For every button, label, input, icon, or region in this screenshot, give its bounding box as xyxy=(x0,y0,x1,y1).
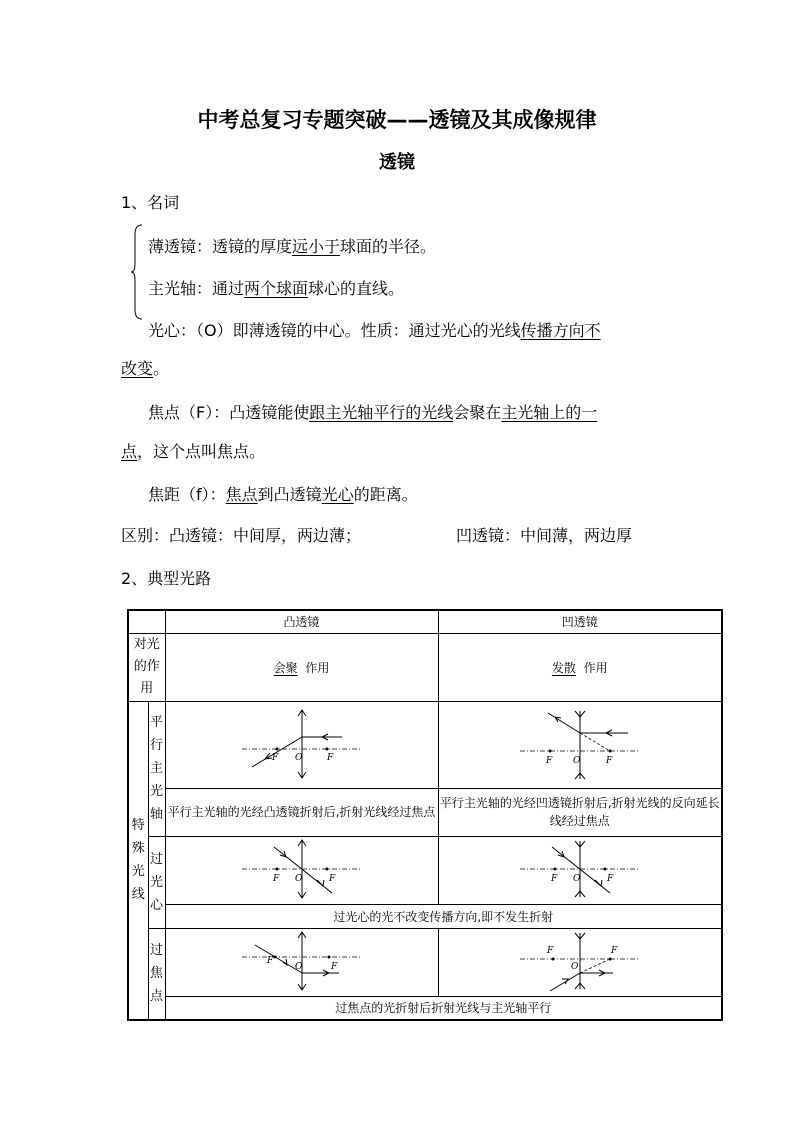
concave-parallel-caption: 平行主光轴的光经凹透镜折射后,折射光线的反向延长线经过焦点 xyxy=(438,788,722,836)
svg-text:F: F xyxy=(326,753,333,763)
svg-text:O: O xyxy=(294,873,302,884)
optical-center-definition-cont: 改变。 xyxy=(121,359,170,378)
effect-convex: 会聚 作用 xyxy=(165,633,438,701)
svg-text:F: F xyxy=(605,756,612,766)
center-label: 过光心 xyxy=(148,836,165,928)
focus-definition: 焦点（F）：凸透镜能使跟主光轴平行的光线会聚在主光轴上的一 xyxy=(148,403,598,422)
concave-center-diagram xyxy=(438,836,722,904)
concave-parallel-diagram xyxy=(438,701,722,788)
svg-text:F: F xyxy=(330,961,337,972)
svg-text:O: O xyxy=(294,961,302,972)
focus-definition-cont: 点，这个点叫焦点。 xyxy=(121,442,266,461)
convex-focus-diagram xyxy=(165,928,438,996)
focus-caption: 过焦点的光折射后折射光线与主光轴平行 xyxy=(165,996,722,1020)
convex-parallel-caption: 平行主光轴的光经凸透镜折射后,折射光线经过焦点 xyxy=(165,788,438,836)
page-title: 中考总复习专题突破——透镜及其成像规律 xyxy=(197,108,597,132)
svg-text:O: O xyxy=(572,756,581,766)
lens-difference-concave: 凹透镜：中间薄，两边厚 xyxy=(456,526,633,545)
concave-focus-ray-diagram xyxy=(515,929,645,993)
convex-center-ray-diagram xyxy=(237,837,367,901)
convex-parallel-diagram xyxy=(165,701,438,788)
effect-concave: 发散 作用 xyxy=(438,633,722,701)
header-convex: 凸透镜 xyxy=(165,610,438,633)
concave-focus-diagram xyxy=(438,928,722,996)
thin-lens-definition: 薄透镜：透镜的厚度远小于球面的半径。 xyxy=(148,237,437,256)
convex-focus-ray-diagram xyxy=(237,929,367,993)
svg-text:O: O xyxy=(572,873,581,884)
lens-difference-convex: 区别：凸透镜：中间厚，两边薄； xyxy=(121,526,362,545)
section2-heading: 2、典型光路 xyxy=(121,569,212,588)
svg-text:F: F xyxy=(271,753,278,763)
focus-label: 过焦点 xyxy=(148,928,165,1020)
optical-center-definition: 光心：（O）即薄透镜的中心。性质：通过光心的光线传播方向不 xyxy=(148,321,601,340)
header-concave: 凹透镜 xyxy=(438,610,722,633)
special-rays-label: 特殊光线 xyxy=(128,701,148,1020)
row-label-effect: 对光的作用 xyxy=(128,633,165,701)
svg-text:F: F xyxy=(606,873,613,884)
focal-length-definition: 焦距（f）：焦点到凸透镜光心的距离。 xyxy=(148,485,418,504)
svg-text:O: O xyxy=(294,753,302,763)
section1-heading: 1、名词 xyxy=(121,193,180,212)
svg-text:F: F xyxy=(550,873,557,884)
concave-parallel-ray-diagram xyxy=(510,703,650,783)
convex-center-diagram xyxy=(165,836,438,904)
lens-ray-table xyxy=(127,609,723,1021)
principal-axis-definition: 主光轴：通过两个球面球心的直线。 xyxy=(148,279,405,298)
parallel-label: 平行主光轴 xyxy=(148,701,165,836)
svg-text:F: F xyxy=(610,945,617,956)
svg-text:F: F xyxy=(272,873,279,884)
svg-text:F: F xyxy=(266,955,273,966)
table-corner-cell xyxy=(128,610,165,633)
center-caption: 过光心的光不改变传播方向,即不发生折射 xyxy=(165,904,722,928)
svg-text:O: O xyxy=(570,961,579,972)
svg-text:F: F xyxy=(546,945,553,956)
svg-text:F: F xyxy=(545,756,552,766)
convex-parallel-ray-diagram xyxy=(232,703,372,783)
brace-icon xyxy=(130,224,144,320)
section-title: 透镜 xyxy=(379,152,415,173)
svg-text:F: F xyxy=(328,873,335,884)
concave-center-ray-diagram xyxy=(515,837,645,901)
